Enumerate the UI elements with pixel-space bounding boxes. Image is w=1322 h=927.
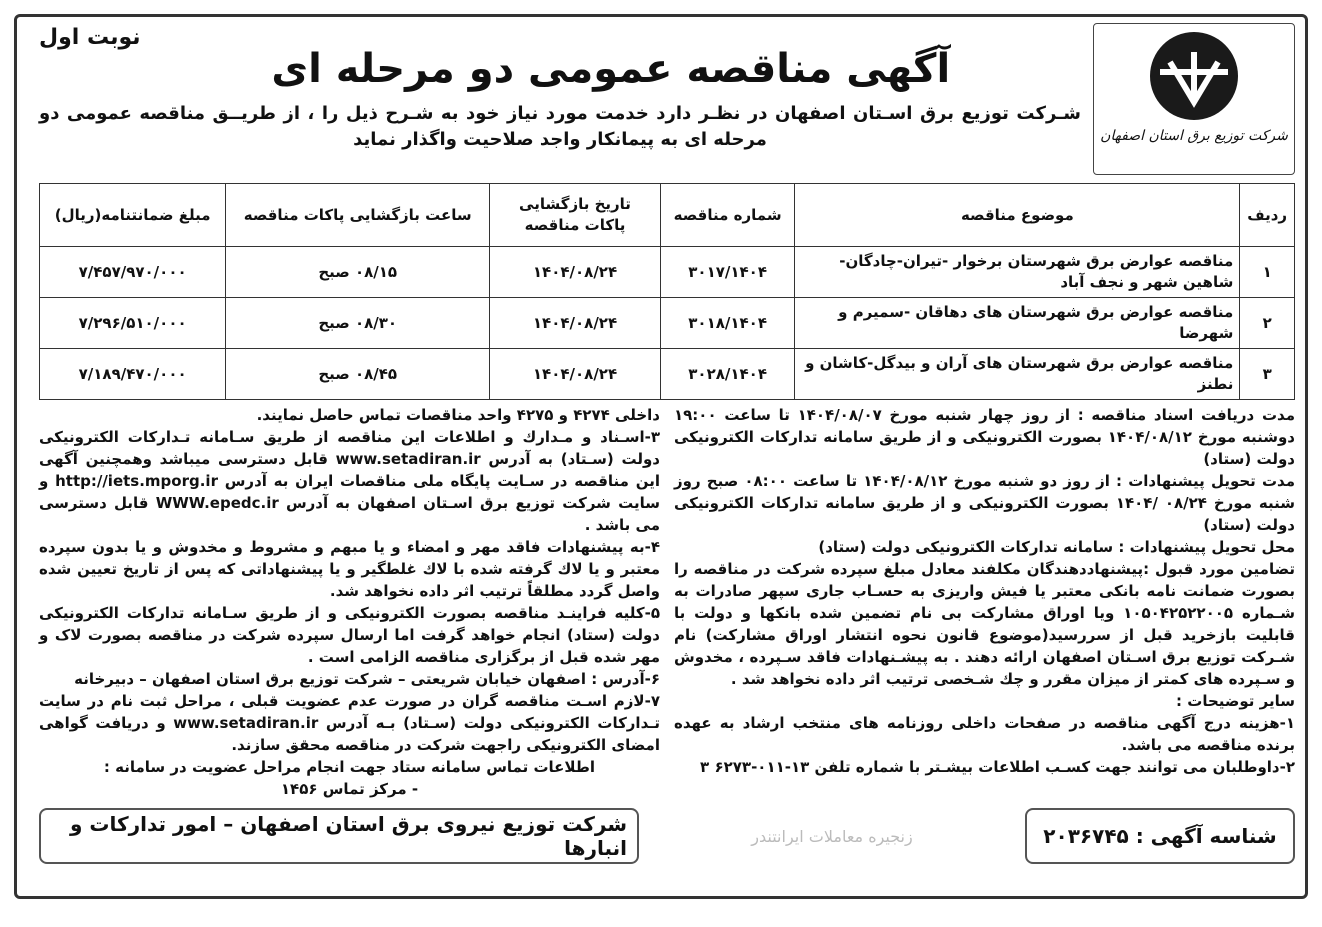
- power-logo-icon: [1150, 32, 1238, 120]
- paragraph: ۷-لازم اسـت مناقصه گران در صورت عدم عضویت قبلی ، مراحل ثبت نام در سایت تـدارکات الکترونیکی دولت (سـتاد) بـه آدرس www.setadiran.ir و دریافت گواهی امضای الکترونیکی راجهت شرکت در مناقصه محقق سازند.: [39, 692, 660, 754]
- watermark: زنجیره معاملات ایرانتندر: [751, 826, 913, 846]
- col-header: تاریخ بازگشایی پاکات مناقصه: [490, 184, 661, 247]
- cell-time: ۰۸/۳۰ صبح: [226, 298, 490, 349]
- cell-subject: مناقصه عوارض برق شهرستان برخوار -تیران-چادگان-شاهین شهر و نجف آباد: [795, 247, 1240, 298]
- paragraph: اطلاعات تماس سامانه ستاد جهت انجام مراحل عضویت در سامانه :: [103, 758, 596, 776]
- left-text-column: [39, 404, 660, 800]
- title-row: [39, 23, 1081, 95]
- company-logo: [1093, 23, 1295, 175]
- footer: [39, 808, 1295, 864]
- cell-no: ۱: [1240, 247, 1295, 298]
- cell-subject: مناقصه عوارض برق شهرستان های دهاقان -سمیرم و شهرضا: [795, 298, 1240, 349]
- paragraph: سایر توضیحات :: [1176, 692, 1295, 710]
- cell-no: ۲: [1240, 298, 1295, 349]
- paragraph: تضامین مورد قبول :پیشنهاددهندگان مکلفند معادل مبلغ سپرده شرکت در مناقصه را بصورت ضمانت نامه بانکی معتبر یا فیش واریزی به حسـاب جاری سپهر صادرات به شـماره ۱۰۵۰۴۲۵۲۲۰۰۵ ویا اوراق مشارکت بی نام تضمین شده بانکها و دولت با قابلیت بازخرید قبل از سررسید(موضوع قانون نحوه انتشار اوراق مشارکت) نام شـرکت توزیع برق اسـتان اصفهان ارائه دهند . به پیشـنهادات فاقد سـپرده ، مخدوش و سـپرده های کمتر از میزان مقرر و چك شـخصی ترتیب اثر داده نخواهد شد .: [674, 560, 1295, 688]
- ad-id-box: شناسه آگهی : ۲۰۳۶۷۴۵: [1025, 808, 1295, 864]
- paragraph: محل تحویل پیشنهادات : سامانه تدارکات الکترونیکی دولت (ستاد): [818, 538, 1295, 556]
- logo-text: شرکت توزیع برق استان اصفهان: [1100, 128, 1288, 144]
- paragraph: - مرکز تماس ۱۴۵۶: [280, 780, 419, 798]
- cell-number: ۳۰۲۸/۱۴۰۴: [660, 349, 795, 400]
- round-label: نوبت اول: [39, 25, 141, 50]
- col-header: شماره مناقصه: [660, 184, 795, 247]
- cell-date: ۱۴۰۴/۰۸/۲۴: [490, 349, 661, 400]
- paragraph: ۵-کلیه فراینـد مناقصه بصورت الکترونیکی و از طریق سـامانه تدارکات الکترونیکی دولت (ستاد) انجام خواهد گرفت اما ارسال سپرده شرکت در مناقصه بصورت لاک و مهر شده قبل از برگزاری مناقصه الزامی است .: [39, 604, 660, 666]
- col-header: موضوع مناقصه: [795, 184, 1240, 247]
- cell-amount: ۷/۲۹۶/۵۱۰/۰۰۰: [40, 298, 226, 349]
- cell-amount: ۷/۴۵۷/۹۷۰/۰۰۰: [40, 247, 226, 298]
- cell-time: ۰۸/۱۵ صبح: [226, 247, 490, 298]
- cell-number: ۳۰۱۸/۱۴۰۴: [660, 298, 795, 349]
- paragraph: ۳-اسـناد و مـدارك و اطلاعات این مناقصه از طریق سـامانه تـدارکات الکترونیکی دولت (سـتاد) به آدرس www.setadiran.ir قابل دسترسی میباشد وهمچنین آگهی این مناقصه در سـایت پایگاه ملی مناقصات ایران به آدرس http://iets.mporg.ir و سایت شرکت توزیع برق اسـتان اصفهان به آدرس WWW.epedc.ir قابل دسترسی می باشد .: [39, 428, 661, 534]
- paragraph: ۶-آدرس : اصفهان خیابان شریعتی – شرکت توزیع برق استان اصفهان – دبیرخانه: [74, 670, 660, 688]
- cell-amount: ۷/۱۸۹/۴۷۰/۰۰۰: [40, 349, 226, 400]
- header-text: [39, 23, 1081, 153]
- table-row: [40, 247, 1295, 298]
- paragraph: ۴-به پیشنهادات فاقد مهر و امضاء و یا مبهم و مشروط و مخدوش و یا بدون سپرده معتبر و یا لاك گرفته شده با لاك غلطگیر و یا پیشنهاداتی که پس از تاریخ تعیین شده واصل گردد مطلقاً ترتیب اثر داده نخواهد شد.: [39, 538, 660, 600]
- col-header: ساعت بازگشایی پاکات مناقصه: [226, 184, 490, 247]
- table-row: [40, 349, 1295, 400]
- paragraph: ۱-هزینه درج آگهی مناقصه در صفحات داخلی روزنامه های منتخب ارشاد به عهده برنده مناقصه می باشد.: [674, 714, 1295, 754]
- notice-frame: [14, 14, 1308, 899]
- col-header: مبلغ ضمانتنامه(ریال): [40, 184, 226, 247]
- cell-time: ۰۸/۴۵ صبح: [226, 349, 490, 400]
- text-columns: [39, 404, 1295, 800]
- page-title: آگهی مناقصه عمومی دو مرحله ای: [271, 46, 951, 92]
- intro-text: شـرکت توزیع برق اسـتان اصفهان در نظـر دارد خدمت مورد نیاز خود به شـرح ذیل را ، از طریــق مناقصه عمومی دو مرحله ای به پیمانکار واجد صلاحیت واگذار نماید: [39, 103, 1081, 150]
- cell-date: ۱۴۰۴/۰۸/۲۴: [490, 247, 661, 298]
- cell-subject: مناقصه عوارض برق شهرستان های آران و بیدگل-کاشان و نطنز: [795, 349, 1240, 400]
- paragraph: داخلی ۴۲۷۴ و ۴۲۷۵ واحد مناقصات تماس حاصل نمایند.: [256, 406, 660, 424]
- paragraph: مدت دریافت اسناد مناقصه : از روز چهار شنبه مورخ ۱۴۰۴/۰۸/۰۷ تا ساعت ۱۹:۰۰ دوشنبه مورخ ۱۴۰۴/۰۸/۱۲ بصورت الکترونیکی و از طریق سامانه تدارکات الکترونیکی دولت (ستاد): [674, 406, 1295, 468]
- header: [39, 23, 1295, 175]
- paragraph: مدت تحویل پیشنهادات : از روز دو شنبه مورخ ۱۴۰۴/۰۸/۱۲ تا ساعت ۰۸:۰۰ صبح روز شنبه مورخ ۰۸/۲۴ /۱۴۰۴ بصورت الکترونیکی و از طریق سامانه تدارکات الکترونیکی دولت (ستاد): [674, 472, 1296, 534]
- cell-date: ۱۴۰۴/۰۸/۲۴: [490, 298, 661, 349]
- right-text-column: [674, 404, 1295, 800]
- tender-table: [39, 183, 1295, 400]
- table-row: [40, 298, 1295, 349]
- table-header-row: [40, 184, 1295, 247]
- company-footer: شرکت توزیع نیروی برق استان اصفهان – امور تدارکات و انبارها: [39, 808, 639, 864]
- cell-no: ۳: [1240, 349, 1295, 400]
- col-header: ردیف: [1240, 184, 1295, 247]
- paragraph: ۲-داوطلبان می توانند جهت کسـب اطلاعات بیشـتر با شماره تلفن ۱۳-۰۱۱-۶۲۷۳ ۳: [700, 758, 1295, 776]
- cell-number: ۳۰۱۷/۱۴۰۴: [660, 247, 795, 298]
